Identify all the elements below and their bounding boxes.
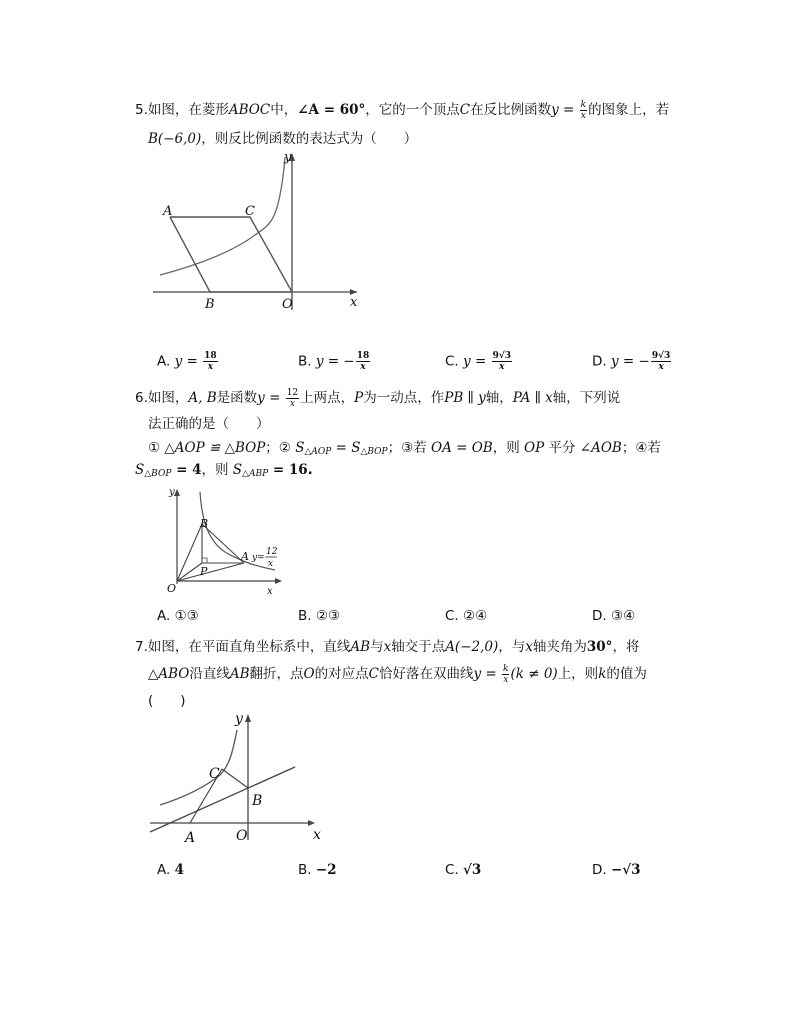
math: AB xyxy=(350,639,371,655)
subscript: △ABP xyxy=(242,469,269,479)
q7-option-d[interactable] xyxy=(592,862,641,878)
q6-line2 xyxy=(148,412,270,432)
text: C. xyxy=(445,862,459,878)
fraction xyxy=(492,351,512,372)
label-y: y xyxy=(169,487,175,498)
label-o: O xyxy=(282,297,293,312)
text: ；③若 xyxy=(387,440,427,456)
math: y xyxy=(610,353,619,370)
text: 为一动点，作 xyxy=(363,390,445,406)
text: 如图，在菱形 xyxy=(147,102,229,118)
math: S xyxy=(135,462,145,478)
q6-option-d[interactable]: D. ③④ xyxy=(592,608,636,624)
math: x xyxy=(525,639,533,655)
fraction xyxy=(356,351,371,372)
math: C xyxy=(459,102,471,118)
text: ；② xyxy=(265,440,291,456)
math: O xyxy=(303,666,315,682)
math: 4 xyxy=(174,862,184,878)
q7-option-b[interactable] xyxy=(298,862,337,878)
question-number: 6. xyxy=(135,390,148,406)
text: ，则 xyxy=(201,462,229,478)
math: △ABO xyxy=(148,666,190,682)
math: = S xyxy=(331,440,361,456)
text: ，则 xyxy=(492,440,520,456)
denominator: x xyxy=(499,362,505,372)
text: D. xyxy=(592,862,607,878)
math: (k ≠ 0) xyxy=(510,666,558,682)
text: 轴交于点 xyxy=(391,639,446,655)
text: 轴，下列说 xyxy=(552,390,621,406)
fraction xyxy=(502,664,509,685)
q5-option-c[interactable] xyxy=(445,351,513,372)
numerator: 9√3 xyxy=(651,351,671,361)
label-a: A xyxy=(185,830,196,846)
text: ，将 xyxy=(612,639,640,655)
math: = − xyxy=(323,353,355,370)
q5-option-a[interactable] xyxy=(157,351,219,372)
text: 是函数 xyxy=(216,390,258,406)
text: 法正确的是（ ） xyxy=(148,416,270,432)
text: 的图象上，若 xyxy=(588,102,670,118)
math: = 4 xyxy=(171,462,202,478)
text: D. xyxy=(592,353,607,370)
text: 轴， xyxy=(485,390,513,406)
math: OP xyxy=(524,440,545,456)
math: ∥ xyxy=(463,390,479,406)
math: √3 xyxy=(463,862,482,878)
math: ∠AOB xyxy=(579,440,622,456)
math: = xyxy=(481,666,502,682)
q6-line1 xyxy=(135,386,620,409)
fraction xyxy=(286,388,299,409)
math: y xyxy=(463,353,471,370)
q7-line1 xyxy=(135,635,639,655)
subscript: △BOP xyxy=(144,469,172,479)
function-label-y: y= xyxy=(252,553,265,563)
q7-line3: ( ) xyxy=(148,693,186,709)
line-ab xyxy=(150,767,295,832)
text: 轴夹角为 xyxy=(532,639,587,655)
math: PB xyxy=(444,390,464,406)
denominator: x xyxy=(289,398,295,409)
math: S xyxy=(295,440,305,456)
q7-figure xyxy=(145,705,335,855)
math: = xyxy=(558,102,579,118)
fraction xyxy=(580,100,587,121)
label-y: y xyxy=(284,150,292,165)
label-b: B xyxy=(200,517,209,530)
text: 平分 xyxy=(548,440,576,456)
q6-option-b[interactable]: B. ②③ xyxy=(298,608,341,624)
denominator: x xyxy=(360,362,366,372)
math: x xyxy=(383,639,392,655)
text: 上，则 xyxy=(557,666,599,682)
question-number: 5. xyxy=(135,102,148,118)
math: y xyxy=(478,390,486,406)
math: = xyxy=(470,353,491,370)
text: 的对应点 xyxy=(314,666,369,682)
question-number: 7. xyxy=(135,639,148,655)
function-label-num: 12 xyxy=(266,547,278,557)
q5-line2 xyxy=(148,127,417,147)
q5-option-d[interactable] xyxy=(592,351,672,372)
math: A, B xyxy=(188,390,217,406)
text: B. xyxy=(298,862,312,878)
math: ∥ xyxy=(530,390,546,406)
label-a: A xyxy=(163,204,173,219)
q6-line4 xyxy=(135,458,313,479)
q5-option-b[interactable] xyxy=(298,351,371,372)
text: 沿直线 xyxy=(189,666,230,682)
q5-line1 xyxy=(135,98,669,121)
math: −√3 xyxy=(610,862,641,878)
math: −2 xyxy=(315,862,337,878)
text: C. xyxy=(445,353,459,370)
text: ；④若 xyxy=(621,440,661,456)
label-x: x xyxy=(267,586,273,597)
rhombus xyxy=(170,217,292,292)
q5-figure xyxy=(145,145,375,335)
numerator: 18 xyxy=(356,351,370,361)
numerator: 12 xyxy=(286,387,299,398)
label-y: y xyxy=(235,711,243,727)
math: OA = OB xyxy=(431,440,493,456)
q6-figure xyxy=(160,484,290,599)
math: y xyxy=(551,102,559,118)
label-o: O xyxy=(236,828,248,844)
numerator: 9√3 xyxy=(492,351,512,361)
label-x: x xyxy=(313,827,321,843)
numerator: k xyxy=(580,99,587,110)
math: S xyxy=(232,462,243,478)
label-c: C xyxy=(209,766,220,782)
subscript: △BOP xyxy=(360,447,388,457)
numerator: 18 xyxy=(204,351,217,361)
text: 上两点， xyxy=(300,390,355,406)
denominator: x xyxy=(658,362,664,372)
q7-line2 xyxy=(148,662,647,685)
text: 的值为 xyxy=(606,666,647,682)
q6-option-a[interactable]: A. ①③ xyxy=(157,608,199,624)
text: 恰好落在双曲线 xyxy=(378,666,474,682)
math: = xyxy=(182,353,203,370)
text: 翻折，点 xyxy=(249,666,304,682)
fraction xyxy=(203,351,218,372)
math: = 16 xyxy=(268,462,308,478)
denominator: x xyxy=(503,674,509,685)
math: B(−6,0) xyxy=(148,131,202,147)
math: k xyxy=(598,666,607,682)
text: 在反比例函数 xyxy=(470,102,552,118)
math: A(−2,0) xyxy=(445,639,499,655)
text: ① xyxy=(148,440,161,456)
math: ∠A = 60° xyxy=(297,102,366,118)
denominator: x xyxy=(207,362,214,372)
text: 如图，在平面直角坐标系中，直线 xyxy=(147,639,351,655)
math: = − xyxy=(618,353,650,370)
text: . xyxy=(307,462,313,478)
math: 30° xyxy=(586,639,613,655)
math: AB xyxy=(229,666,250,682)
label-o: O xyxy=(167,582,177,595)
label-c: C xyxy=(245,204,255,219)
fraction xyxy=(651,351,671,372)
label-a: A xyxy=(241,550,249,563)
math: PA xyxy=(512,390,531,406)
math: y xyxy=(174,353,183,370)
subscript: △AOP xyxy=(304,447,332,457)
hyperbola-curve xyxy=(160,730,237,805)
text: 中， xyxy=(270,102,298,118)
q7-option-c[interactable] xyxy=(445,862,481,878)
math: = xyxy=(264,390,285,406)
math: ABOC xyxy=(228,102,271,118)
math: y xyxy=(257,390,265,406)
label-b: B xyxy=(205,297,215,312)
numerator: k xyxy=(503,663,509,674)
math: C xyxy=(368,666,379,682)
q7-option-a[interactable] xyxy=(157,862,184,878)
math: x xyxy=(545,390,553,406)
text: A. xyxy=(157,862,171,878)
label-b: B xyxy=(252,793,263,809)
q6-option-c[interactable]: C. ②④ xyxy=(445,608,488,624)
text: A. xyxy=(157,353,171,370)
q6-line3 xyxy=(148,436,661,457)
label-x: x xyxy=(350,295,358,310)
text: ，它的一个顶点 xyxy=(365,102,460,118)
math: y xyxy=(473,666,482,682)
text: 与 xyxy=(370,639,384,655)
math: y xyxy=(315,353,324,370)
math: P xyxy=(354,390,364,406)
math: △AOP ≌ △BOP xyxy=(164,440,266,456)
text: ，则反比例函数的表达式为（ ） xyxy=(201,131,418,147)
text: ，与 xyxy=(498,639,526,655)
function-label-den: x xyxy=(268,559,274,569)
text: B. xyxy=(298,353,312,370)
denominator: x xyxy=(580,110,586,121)
text: 如图， xyxy=(147,390,189,406)
label-p: P xyxy=(200,565,208,578)
hyperbola-curve xyxy=(160,157,285,275)
